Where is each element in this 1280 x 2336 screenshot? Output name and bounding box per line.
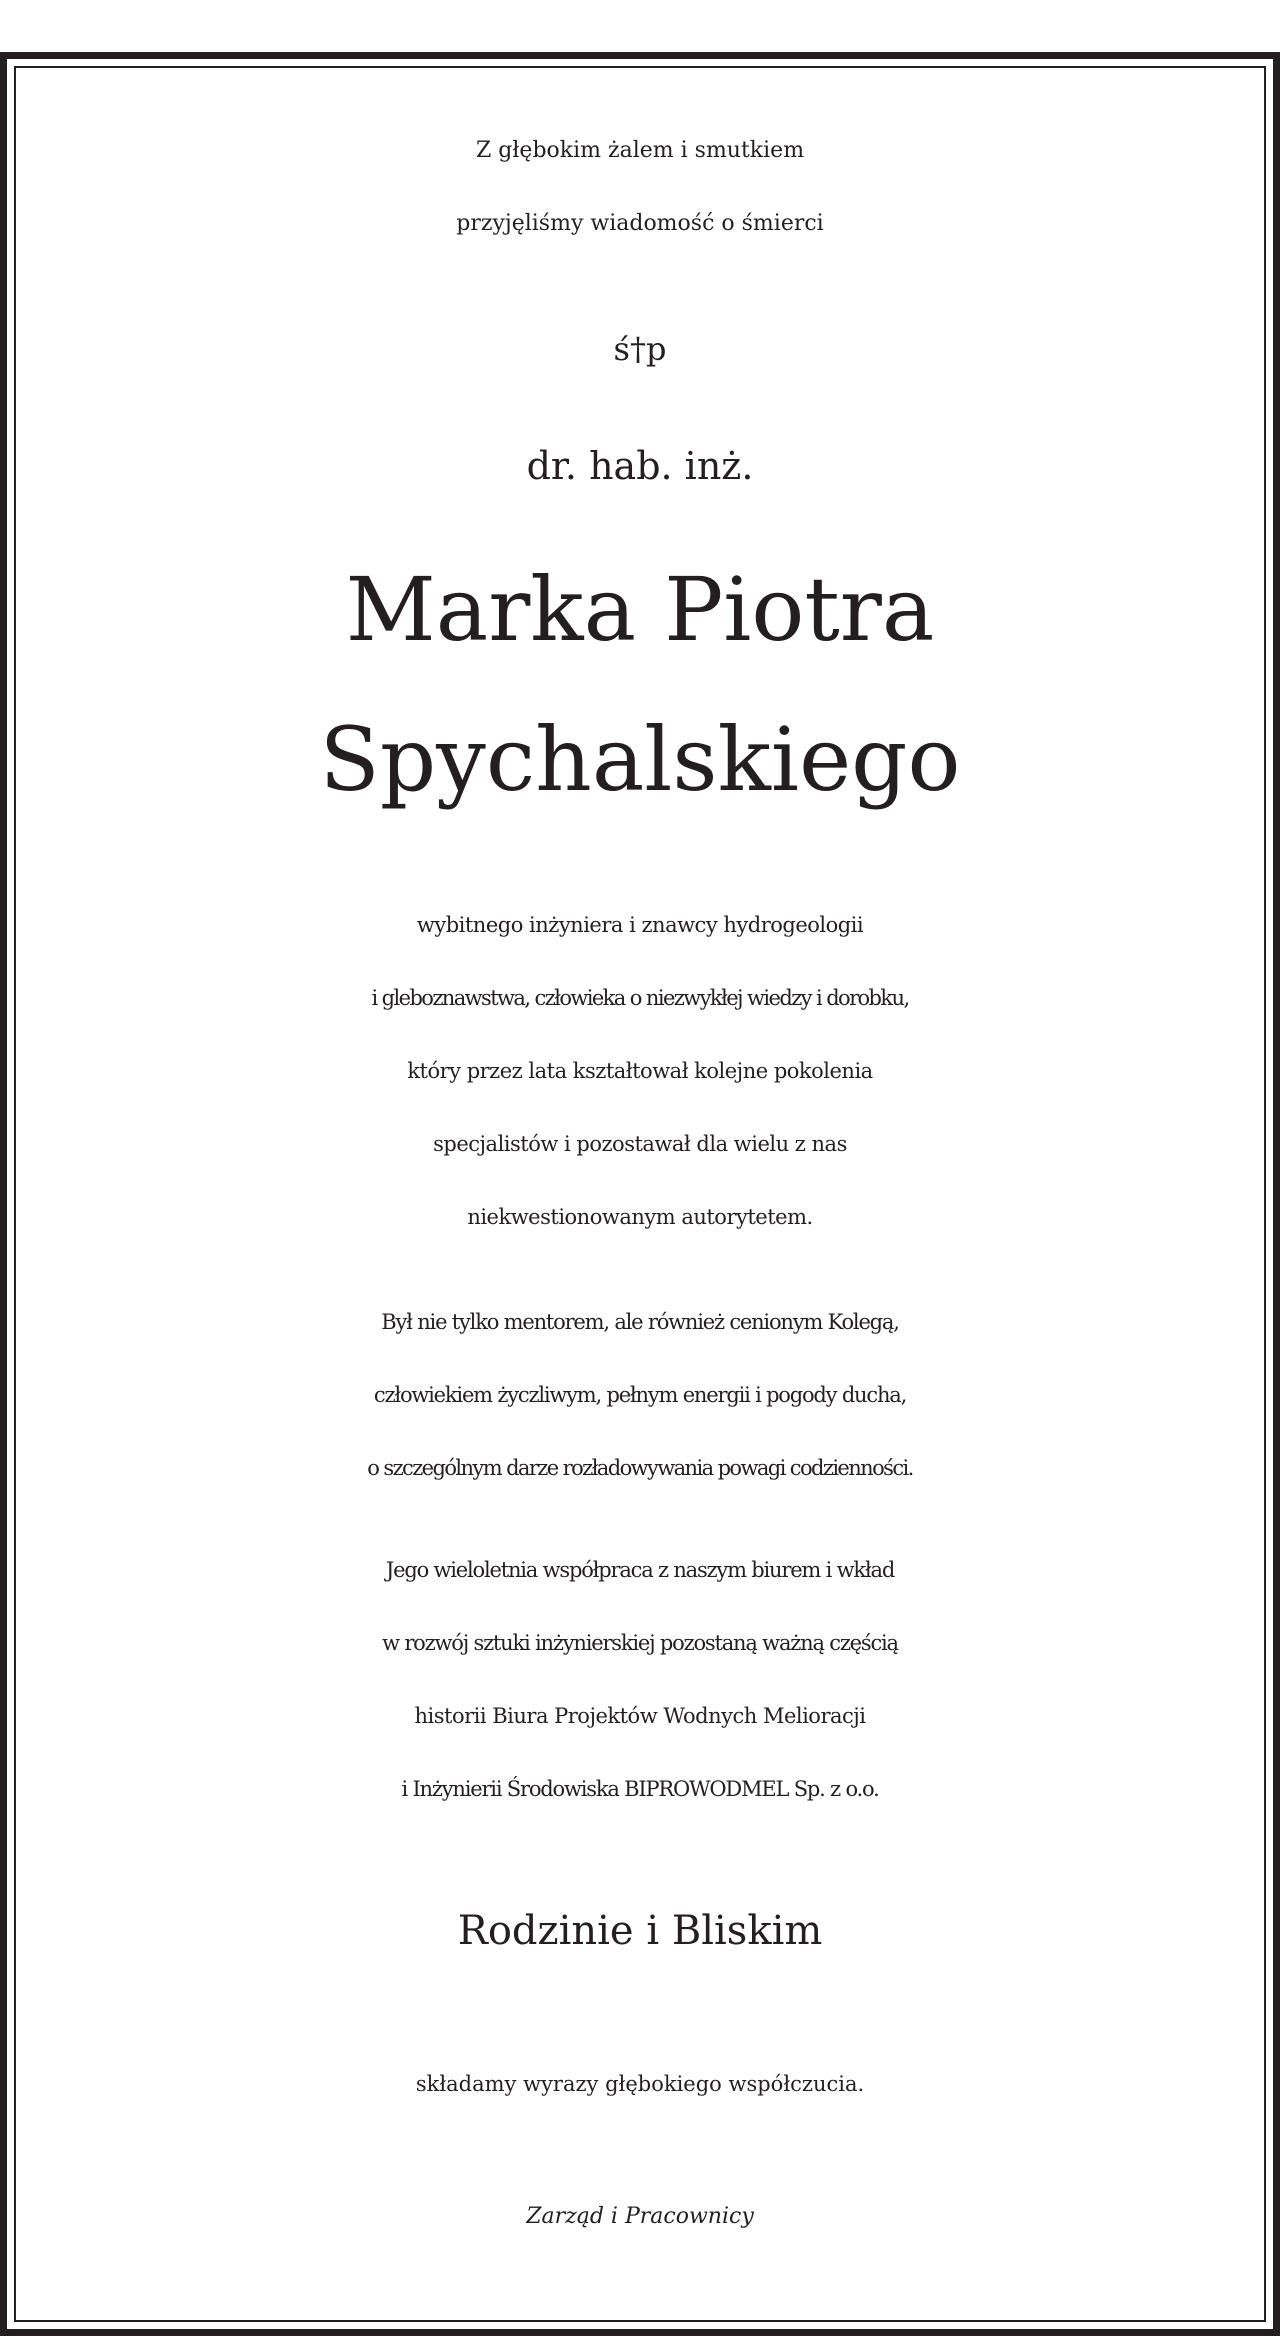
paragraph1-line: który przez lata kształtował kolejne pokolenia: [407, 1059, 873, 1083]
deceased-name-surname: Spychalskiego: [319, 708, 961, 811]
condolences-text: składamy wyrazy głębokiego współczucia.: [415, 2072, 865, 2096]
paragraph3-line: i Inżynierii Środowiska BIPROWODMEL Sp. z o.o.: [401, 1777, 879, 1801]
paragraph3-line: historii Biura Projektów Wodnych Melioracji: [414, 1704, 866, 1728]
paragraph1-line: niekwestionowanym autorytetem.: [467, 1205, 813, 1229]
paragraph1-line: wybitnego inżyniera i znawcy hydrogeologii: [416, 913, 864, 937]
stp-cross-symbol: ś†p: [613, 330, 667, 368]
paragraph3-line: w rozwój sztuki inżynierskiej pozostaną ważną częścią: [382, 1631, 898, 1655]
academic-title: dr. hab. inż.: [526, 444, 754, 488]
obituary-notice: [16, 68, 1264, 2320]
paragraph1-line: specjalistów i pozostawał dla wielu z nas: [433, 1132, 847, 1156]
paragraph2-line: Był nie tylko mentorem, ale również cenionym Kolegą,: [381, 1310, 899, 1334]
deceased-name-first: Marka Piotra: [345, 558, 935, 661]
intro-line: Z głębokim żalem i smutkiem: [475, 138, 805, 163]
paragraph2-line: o szczególnym darze rozładowywania powagi codzienności.: [367, 1456, 913, 1480]
signature: Zarząd i Pracownicy: [526, 2204, 754, 2229]
paragraph1-line: i gleboznawstwa, człowieka o niezwykłej wiedzy i dorobku,: [371, 986, 909, 1010]
family-heading: Rodzinie i Bliskim: [457, 1908, 823, 1954]
intro-line: przyjęliśmy wiadomość o śmierci: [456, 211, 824, 236]
paragraph2-line: człowiekiem życzliwym, pełnym energii i pogody ducha,: [373, 1383, 907, 1407]
paragraph3-line: Jego wieloletnia współpraca z naszym biurem i wkład: [385, 1558, 895, 1582]
